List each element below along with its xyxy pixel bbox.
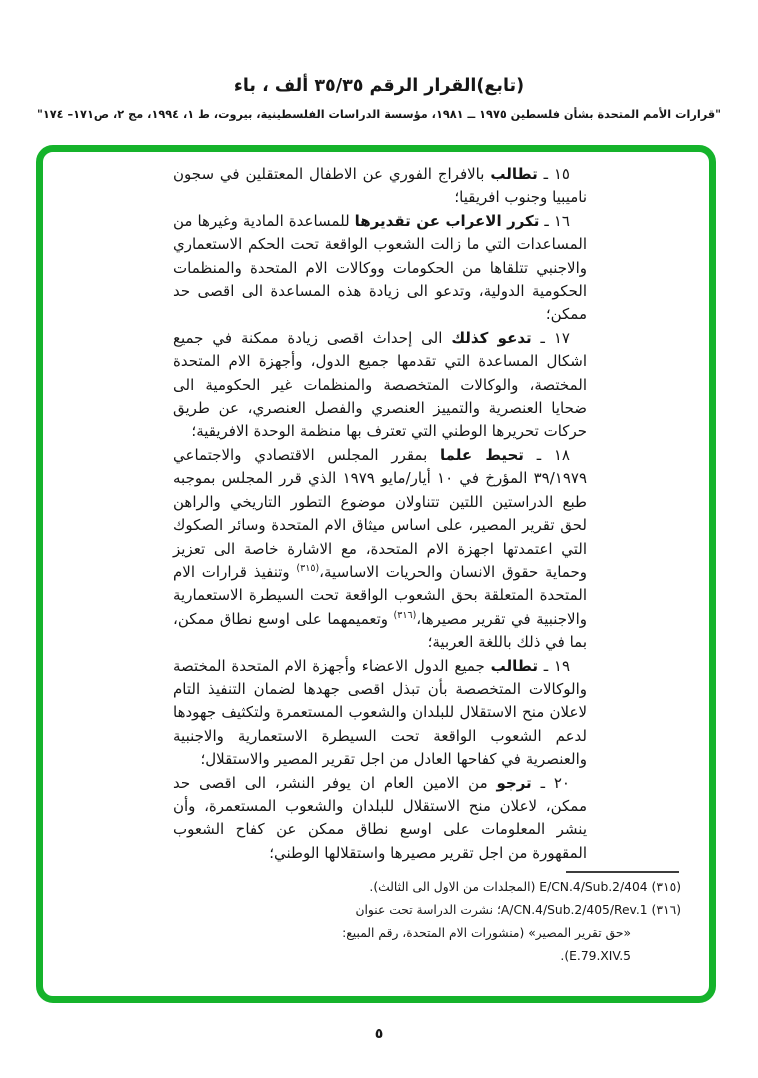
- page-number: ٥: [374, 1026, 384, 1042]
- footnote-ref: (٣١٥): [296, 562, 320, 574]
- footnote-ref: (٣١٦): [393, 609, 417, 621]
- footnote-number: (٣١٥): [651, 880, 681, 894]
- paragraph-١٧: ١٧ ـ تدعو كذلك الى إحداث اقصى زيادة ممكنة في جميع اشكال المساعدة التي تقدمها جميع الدول، وأجهزة الام المتحدة المختصة، والوكالات المتخصصة والمنظمات غير الحكومية الى ضحايا العنصرية والتمييز العنصري والفصل العنصري، عن طريق حركات تحريرها الوطني التي تعترف بها منظمة الوحدة الافريقية؛: [173, 328, 587, 441]
- paragraph-٢٠: ٢٠ ـ ترجو من الامين العام ان يوفر النشر، الى اقصى حد ممكن، لاعلان منح الاستقلال للبلدان والشعوب المستعمرة، وأن ينشر المعلومات على اوسع نطاق ممكن عن كفاح الشعوب المقهورة من اجل تقرير مصيرها واستقلالها الوطني؛: [173, 773, 587, 862]
- paragraph-lead: تكرر الاعراب عن تقديرها: [354, 211, 540, 230]
- citation-line: "قرارات الأمم المتحدة بشأن فلسطين ١٩٧٥ ــ ١٩٨١، مؤسسة الدراسات الفلسطينية، بيروت، ط ١، ١٩٩٤، مج ٢، ص١٧١– ١٧٤": [36, 108, 722, 121]
- footnote: (٣١٦) A/CN.4/Sub.2/405/Rev.1؛ نشرت الدراسة تحت عنوان «حق تقرير المصير» (منشورات الام المتحدة، رقم المبيع: E.79.XIV.5).: [342, 903, 681, 963]
- resolution-text: [173, 163, 587, 865]
- paragraph-lead: تطالب: [490, 165, 538, 183]
- paragraph-lead: تطالب: [490, 656, 538, 675]
- paragraph-lead: تدعو كذلك: [451, 328, 532, 347]
- page-title: (تابع)القرار الرقم ٣٥/٣٥ ألف ، باء: [233, 76, 525, 96]
- paragraph-lead: ترجو: [496, 773, 532, 792]
- footnote-separator: [566, 871, 679, 873]
- paragraph-١٨: ١٨ ـ تحيط علما بمقرر المجلس الاقتصادي والاجتماعي ٣٩/١٩٧٩ المؤرخ في ١٠ أيار/مايو ١٩٧٩ الذي قرر المجلس بموجبه طبع الدراستين اللتين تتناولان موضوع التطور التاريخي والراهن لحق تقرير المصير، على اساس ميثاق الام المتحدة وسائر الصكوك التي اعتمدتها اجهزة الام المتحدة، مع الاشارة خاصة الى تعزيز وحماية حقوق الانسان والحريات الاساسية،$^{(٣١٥)}$ وتنفيذ قرارات الام المتحدة المتعلقة بحق الشعوب الواقعة تحت السيطرة الاستعمارية والاجنبية في تقرير مصيرها،$^{(٣١٦)}$ وتعميمهما على اوسع نطاق ممكن، بما في ذلك باللغة العربية؛: [173, 445, 588, 652]
- paragraph-number: ١٩ ـ: [537, 656, 571, 675]
- footnotes: [335, 876, 681, 968]
- paragraph-١٦: ١٦ ـ تكرر الاعراب عن تقديرها للمساعدة المادية وغيرها من المساعدات التي ما زالت الشعوب الواقعة تحت الحكم الاستعماري والاجنبي تتلقاها من الحكومات ووكالات الام المتحدة والمنظمات الحكومية الدولية، وتدعو الى زيادة هذه المساعدة الى اقصى حد ممكن؛: [173, 211, 587, 324]
- paragraph-number: ٢٠ ـ: [531, 773, 570, 792]
- footnote: (٣١٥) E/CN.4/Sub.2/404 (المجلدات من الاول الى الثالث).: [369, 880, 681, 894]
- paragraph-lead: تحيط علما: [440, 445, 524, 464]
- paragraph-number: ١٦ ـ: [539, 211, 570, 230]
- paragraph-number: ١٨ ـ: [523, 445, 570, 464]
- paragraph-١٥: ١٥ ـ تطالب بالافراج الفوري عن الاطفال المعتقلين في سجون ناميبيا وجنوب افريقيا؛: [173, 165, 587, 207]
- paragraph-١٩: ١٩ ـ تطالب جميع الدول الاعضاء وأجهزة الام المتحدة المختصة والوكالات المتخصصة بأن تبذل اقصى جهدها لضمان التنفيذ التام لاعلان منح الاستقلال للبلدان والشعوب المستعمرة ولتكثيف جهودها لدعم الشعوب الواقعة تحت السيطرة الاستعمارية والاجنبية والعنصرية في كفاحها العادل من اجل تقرير المصير والاستقلال؛: [173, 656, 587, 769]
- paragraph-number: ١٧ ـ: [531, 328, 570, 347]
- footnote-number: (٣١٦): [651, 903, 681, 917]
- paragraph-number: ١٥ ـ: [537, 165, 570, 183]
